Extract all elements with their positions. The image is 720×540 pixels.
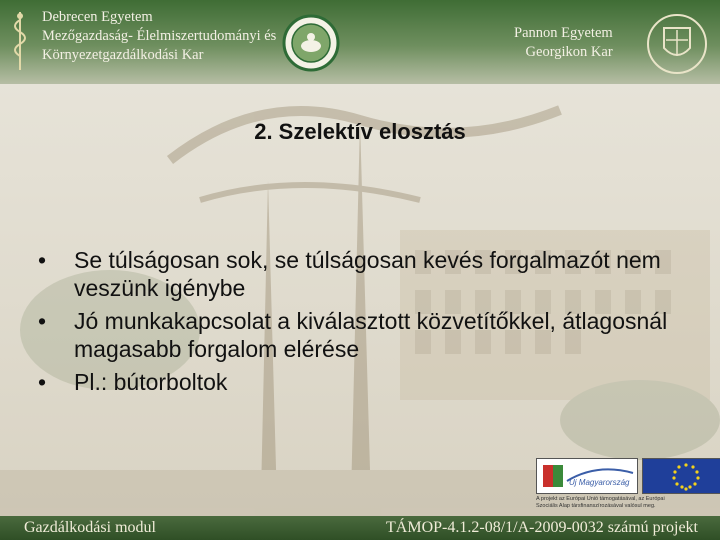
faculty-seal-icon xyxy=(282,14,340,72)
debrecen-university-name xyxy=(42,8,276,65)
pannon-line-2: Georgikon Kar xyxy=(525,44,613,60)
debrecen-line-3: Környezetgazdálkodási Kar xyxy=(42,47,204,63)
bullet-text: Se túlságosan sok, se túlságosan kevés forgalmazót nem veszünk igénybe xyxy=(74,247,661,301)
footer-project-id: TÁMOP-4.1.2-08/1/A-2009-0032 számú projekt xyxy=(386,519,698,536)
bullet-item xyxy=(34,368,714,396)
header-bar xyxy=(0,0,720,84)
debrecen-line-1: Debrecen Egyetem xyxy=(42,9,153,25)
bullet-marker: • xyxy=(38,308,47,334)
debrecen-university-emblem-icon xyxy=(6,10,34,72)
pannon-line-1: Pannon Egyetem xyxy=(514,25,613,41)
bullet-text: Pl.: bútorboltok xyxy=(74,369,228,395)
eu-flag-icon xyxy=(642,458,720,494)
slide-title: 2. Szelektív elosztás xyxy=(254,119,466,144)
bullet-marker: • xyxy=(38,247,47,273)
bullet-marker: • xyxy=(38,369,47,395)
uj-magyarorszag-text: Új Magyarország xyxy=(569,478,630,487)
eu-funding-caption: A projekt az Európai Unió támogatásával, az Európai Szociális Alap társfinanszírozásával valósul meg. xyxy=(536,496,665,509)
bullet-text: Jó munkakapcsolat a kiválasztott közvetítőkkel, átlagosnál magasabb forgalom elérése xyxy=(74,308,668,362)
bullet-list xyxy=(34,246,714,401)
footer-bar xyxy=(0,516,720,540)
uj-magyarorszag-logo-graphic xyxy=(537,459,637,493)
georgikon-crest-icon xyxy=(646,12,708,76)
debrecen-line-2: Mezőgazdaság- Élelmiszertudományi és xyxy=(42,28,277,44)
bullet-item xyxy=(34,246,714,302)
pannon-university-name xyxy=(514,24,613,62)
uj-magyarorszag-logo xyxy=(536,458,638,494)
bullet-item xyxy=(34,307,714,363)
footer-module-name: Gazdálkodási modul xyxy=(24,519,156,536)
